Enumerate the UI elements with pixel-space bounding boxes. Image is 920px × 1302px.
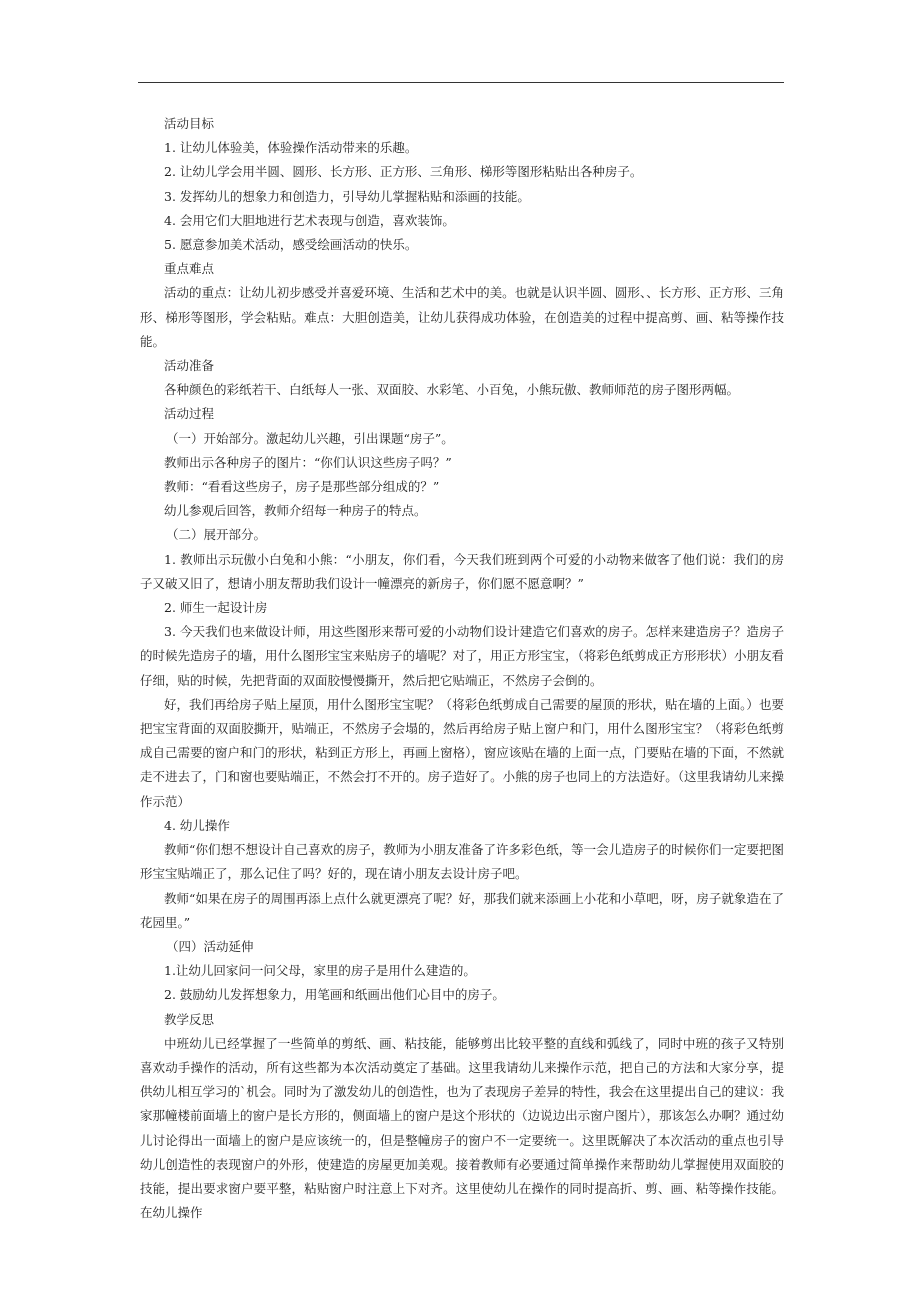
process-step-4: 4. 幼儿操作 [164,817,230,833]
reflection-paragraph: 中班幼儿已经掌握了一些简单的剪纸、画、粘技能，能够剪出比较平整的直线和弧线了，同时中班的孩子又特别喜欢动手操作的活动，所有这些都为本次活动奠定了基础。这里我请幼儿来操作示范，把自己的方法和大家分享，提供幼儿相互学习的`机会。同时为了激发幼儿的创造性，也为了表现房子差异的特性，我会在这里提出自己的建议：我家那幢楼前面墙上的窗户是长方形的，侧面墙上的窗户是这个形状的（边说边出示窗户图片），那该怎么办啊？通过幼儿讨论得出一面墙上的窗户是应该统一的，但是整幢房子的窗户不一定要统一。这里既解决了本次活动的重点也引导幼儿创造性的表现窗户的外形，使建造的房屋更加美观。接着教师有必要通过简单操作来帮助幼儿掌握使用双面胶的技能，提出要求窗户要平整，粘贴窗户时注意上下对齐。这里使幼儿在操作的同时提高折、剪、画、粘等操作技能。在幼儿操作 [140,1035,784,1221]
extension-item-2: 2. 鼓励幼儿发挥想象力，用笔画和纸画出他们心目中的房子。 [164,987,505,1003]
goal-item-3: 3. 发挥幼儿的想象力和创造力，引导幼儿掌握粘贴和添画的技能。 [164,188,530,204]
process-paragraph: 教师：“看看这些房子，房子是那些部分组成的？” [164,479,440,495]
heading-extension: （四）活动延伸 [166,938,254,954]
heading-preparation: 活动准备 [164,358,215,374]
process-paragraph: 教师“你们想不想设计自己喜欢的房子，教师为小朋友准备了许多彩色纸，等一会儿造房子的时候你们一定要把图形宝宝贴端正了，那么记住了吗？好的，现在请小朋友去设计房子吧。 [140,842,784,882]
goal-item-5: 5. 愿意参加美术活动，感受绘画活动的快乐。 [164,237,418,253]
goal-item-2: 2. 让幼儿学会用半圆、圆形、长方形、正方形、三角形、梯形等图形粘贴出各种房子。 [164,164,643,180]
process-part-1-title: （一）开始部分。激起幼儿兴趣，引出课题“房子”。 [166,430,454,446]
heading-process: 活动过程 [164,406,215,422]
process-step-3: 3. 今天我们也来做设计师，用这些图形来帮可爱的小动物们设计建造它们喜欢的房子。怎样来建造房子？造房子的时候先造房子的墙，用什么图形宝宝来贴房子的墙呢？对了，用正方形宝宝，（将彩色纸剪成正方形形状）小朋友看仔细，贴的时候，先把背面的双面胶慢慢撕开，然后把它贴端正，不然房子会倒的。 [140,624,784,688]
process-step-2: 2. 师生一起设计房 [164,600,268,616]
process-paragraph: 好，我们再给房子贴上屋顶，用什么图形宝宝呢？（将彩色纸剪成自己需要的屋顶的形状，贴在墙的上面。）也要把宝宝背面的双面胶撕开，贴端正，不然房子会塌的，然后再给房子贴上窗户和门，用什么图形宝宝？（将彩色纸剪成自己需要的窗户和门的形状，粘到正方形上，再画上窗格），窗应该贴在墙的上面一点，门要贴在墙的下面，不然就走不进去了，门和窗也要贴端正，不然会打不开的。房子造好了。小熊的房子也同上的方法造好。（这里我请幼儿来操作示范） [140,696,784,809]
extension-item-1: 1.让幼儿回家问一问父母，家里的房子是用什么建造的。 [164,963,476,979]
document-body [140,112,784,1225]
goal-item-4: 4. 会用它们大胆地进行艺术表现与创造，喜欢装饰。 [164,212,455,228]
key-points-paragraph: 活动的重点：让幼儿初步感受并喜爱环境、生活和艺术中的美。也就是认识半圆、圆形、、长方形、正方形、三角形、梯形等图形，学会粘贴。难点：大胆创造美，让幼儿获得成功体验，在创造美的过程中提高剪、画、粘等操作技能。 [140,285,784,349]
heading-reflection: 教学反思 [164,1011,215,1027]
process-step-1: 1. 教师出示玩傲小白兔和小熊：“小朋友，你们看，今天我们班到两个可爱的小动物来做客了他们说：我们的房子又破又旧了，想请小朋友帮助我们设计一幢漂亮的新房子，你们愿不愿意啊？” [140,551,784,591]
goal-item-1: 1. 让幼儿体验美，体验操作活动带来的乐趣。 [164,140,418,156]
process-paragraph: 幼儿参观后回答，教师介绍每一种房子的特点。 [164,503,427,519]
process-paragraph: 教师“如果在房子的周围再添上点什么就更漂亮了呢？好，那我们就来添画上小花和小草吧，呀，房子就象造在了花园里。” [140,890,784,930]
heading-key-points: 重点难点 [164,261,215,277]
preparation-paragraph: 各种颜色的彩纸若干、白纸每人一张、双面胶、水彩笔、小百兔，小熊玩傲、教师师范的房子图形两幅。 [164,382,740,398]
heading-activity-goals: 活动目标 [164,116,215,131]
header-rule [138,82,784,83]
process-part-2-title: （二）展开部分。 [166,527,267,543]
process-paragraph: 教师出示各种房子的图片：“你们认识这些房子吗？” [164,454,452,470]
